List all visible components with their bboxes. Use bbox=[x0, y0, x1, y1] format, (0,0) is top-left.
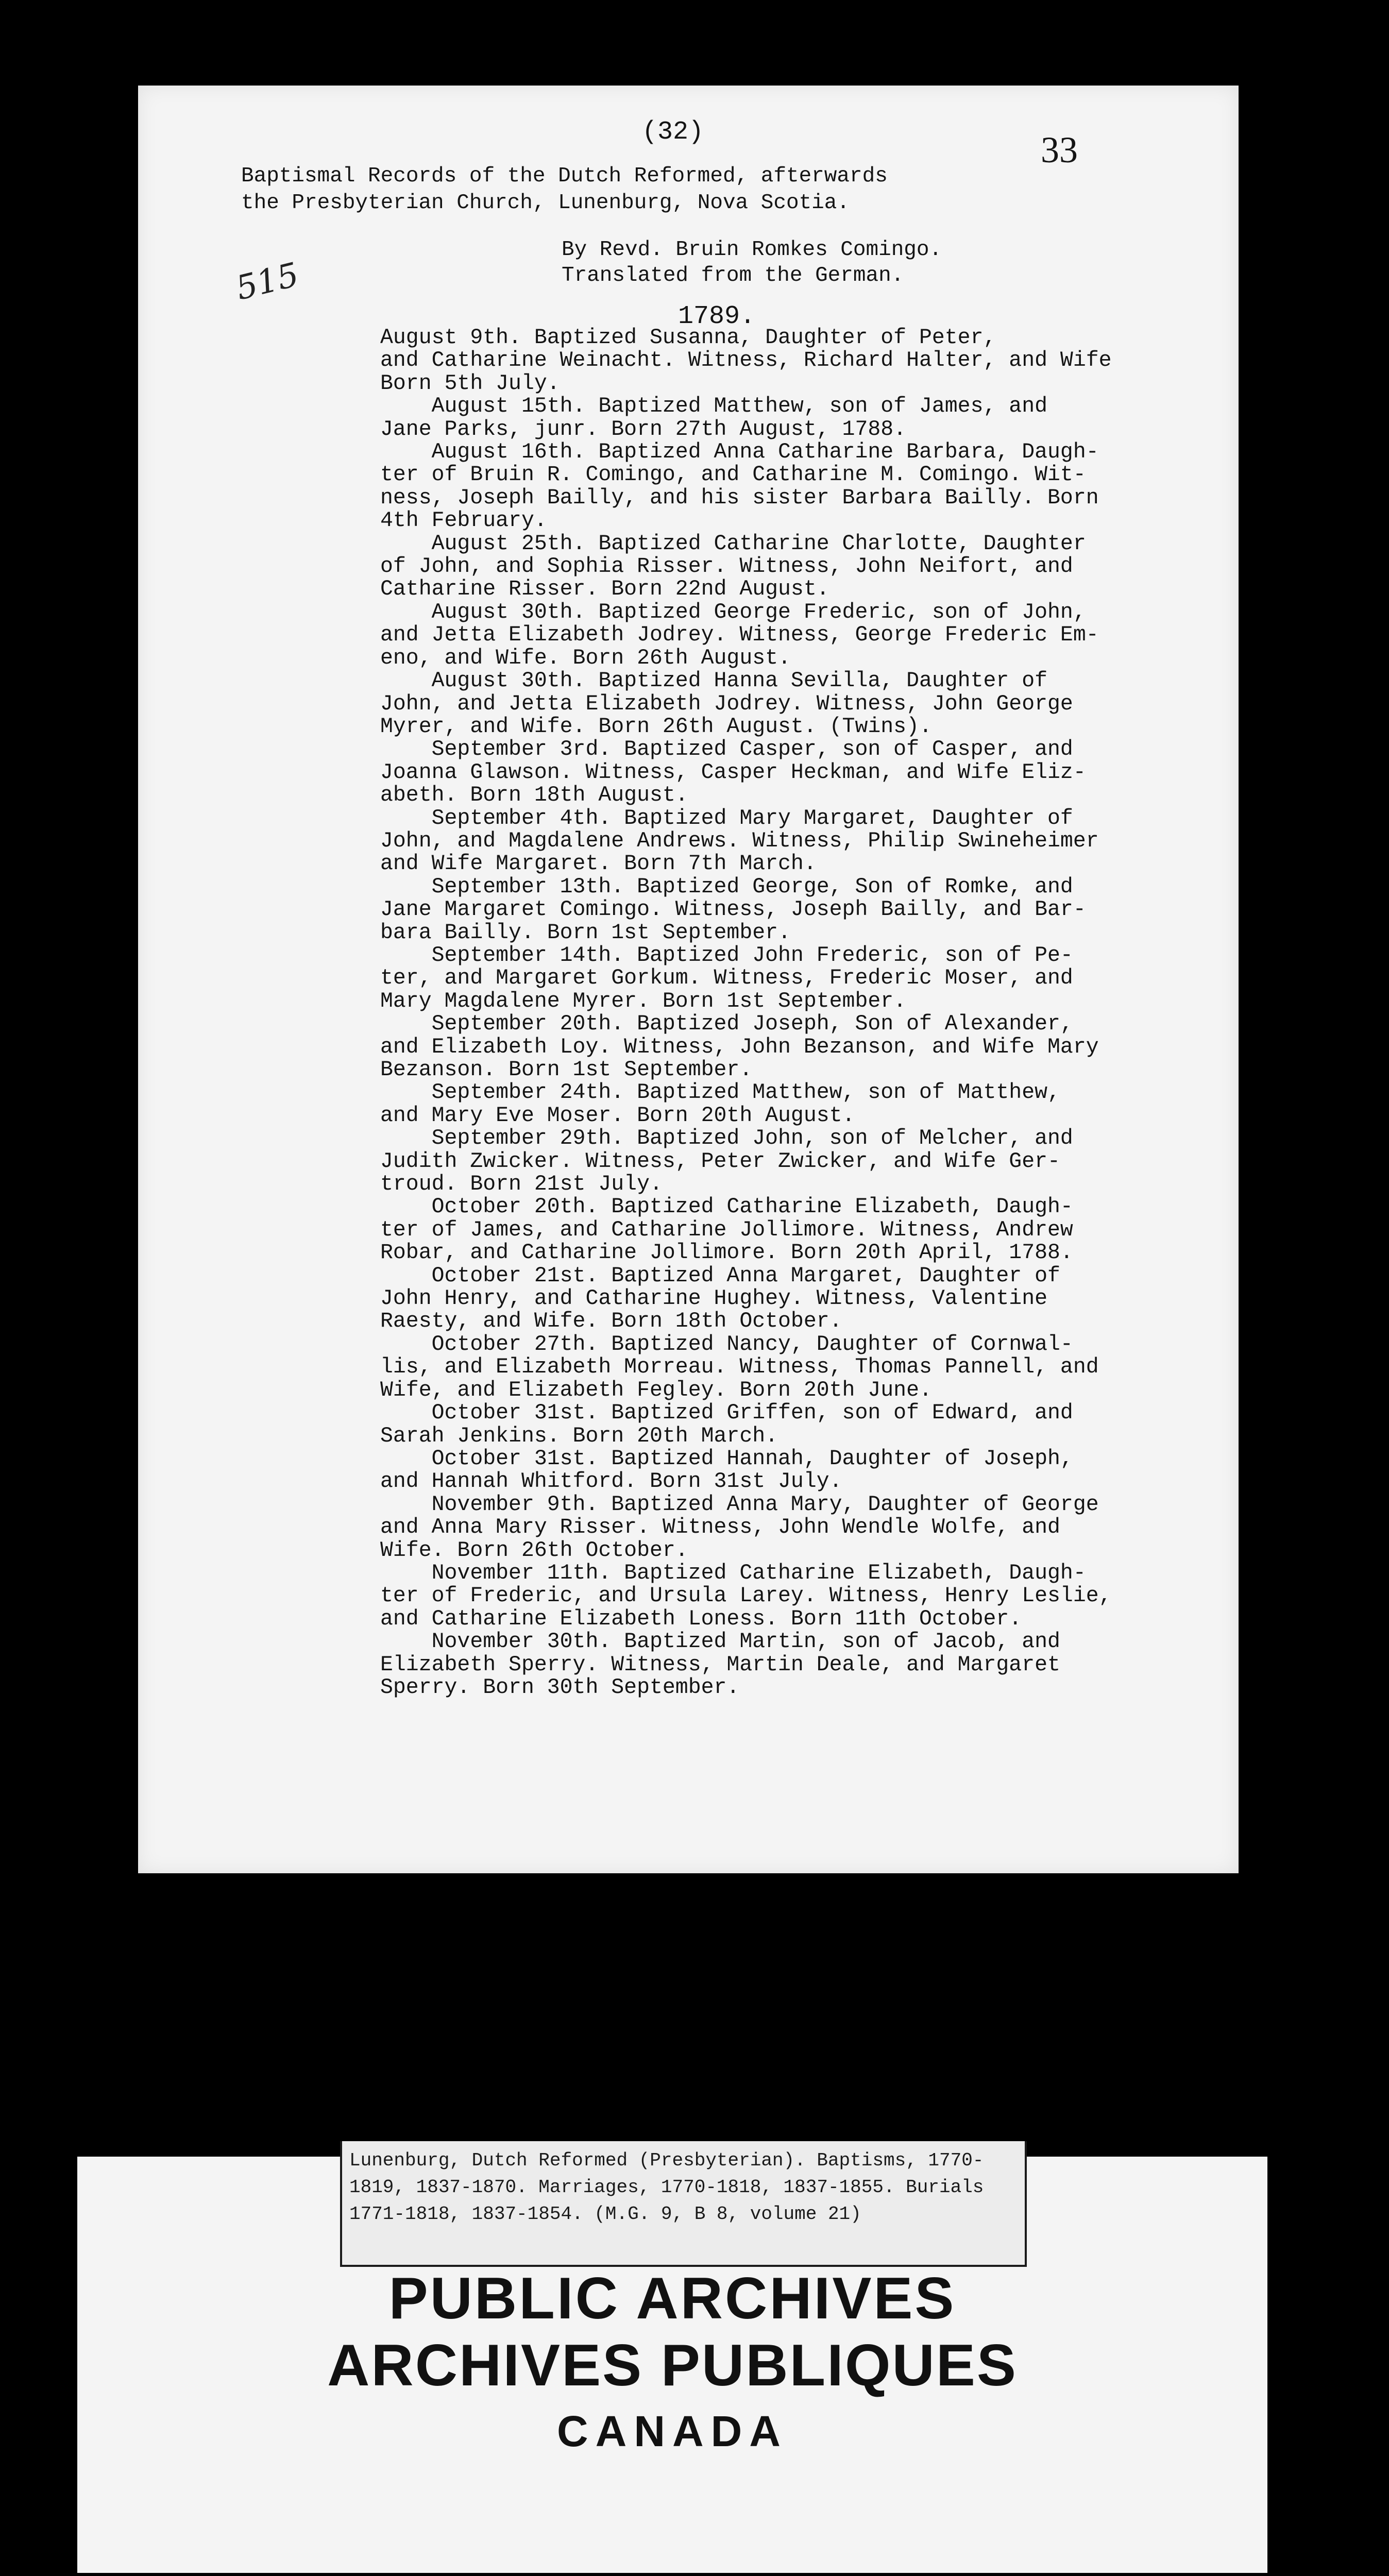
handwritten-margin-note: 515 bbox=[232, 256, 303, 308]
stamped-page-number: 33 bbox=[1041, 129, 1078, 171]
typed-page-number: (32) bbox=[642, 117, 704, 147]
archives-name-french: ARCHIVES PUBLIQUES bbox=[327, 2333, 1018, 2398]
baptism-entries: August 9th. Baptized Susanna, Daughter of Peter, and Catharine Weinacht. Witness, Richard Halter, and Wife Born 5th July. August 15th. Baptized Matthew, son of James, and Jane Parks, junr. Born 27th August, 1788. August 16th. Baptized Anna Catharine Barbara, Daugh- ter of Bruin R. Comingo, and Catharine M. Comingo. Wit- ness, Joseph Bailly, and his sister Barbara Bailly. Born 4th February. August 25th. Baptized Catharine Charlotte, Daughter of John, and Sophia Risser. Witness, John Neifort, and Catharine Risser. Born 22nd August. August 30th. Baptized George Frederic, son of John, and Jetta Elizabeth Jodrey. Witness, George Frederic Em- eno, and Wife. Born 26th August. August 30th. Baptized Hanna Sevilla, Daughter of John, and Jetta Elizabeth Jodrey. Witness, John George Myrer, and Wife. Born 26th August. (Twins). September 3rd. Baptized Casper, son of Casper, and Joanna Glawson. Witness, Casper Heckman, and Wife Eliz- abeth. Born 18th August. September 4th. Baptized Mary Margaret, Daughter of John, and Magdalene Andrews. Witness, Philip Swineheimer and Wife Margaret. Born 7th March. September 13th. Baptized George, Son of Romke, and Jane Margaret Comingo. Witness, Joseph Bailly, and Bar- bara Bailly. Born 1st September. September 14th. Baptized John Frederic, son of Pe- ter, and Margaret Gorkum. Witness, Frederic Moser, and Mary Magdalene Myrer. Born 1st September. September 20th. Baptized Joseph, Son of Alexander, and Elizabeth Loy. Witness, John Bezanson, and Wife Mary Bezanson. Born 1st September. September 24th. Baptized Matthew, son of Matthew, and Mary Eve Moser. Born 20th August. September 29th. Baptized John, son of Melcher, and Judith Zwicker. Witness, Peter Zwicker, and Wife Ger- troud. Born 21st July. October 20th. Baptized Catharine Elizabeth, Daugh- ter of James, and Catharine Jollimore. Witness, Andrew Robar, and Catharine Jollimore. Born 20th April, 1788. October 21st. Baptized Anna Margaret, Daughter of John Henry, and Catharine Hughey. Witness, Valentine Raesty, and Wife. Born 18th October. October 27th. Baptized Nancy, Daughter of Cornwal- lis, and Elizabeth Morreau. Witness, Thomas Pannell, and Wife, and Elizabeth Fegley. Born 20th June. October 31st. Baptized Griffen, son of Edward, and Sarah Jenkins. Born 20th March. October 31st. Baptized Hannah, Daughter of Joseph, and Hannah Whitford. Born 31st July. November 9th. Baptized Anna Mary, Daughter of George and Anna Mary Risser. Witness, John Wendle Wolfe, and Wife. Born 26th October. November 11th. Baptized Catharine Elizabeth, Daugh- ter of Frederic, and Ursula Larey. Witness, Henry Leslie, and Catharine Elizabeth Loness. Born 11th October. November 30th. Baptized Martin, son of Jacob, and Elizabeth Sperry. Witness, Martin Deale, and Margaret Sperry. Born 30th September. bbox=[380, 326, 1112, 1700]
archives-country: CANADA bbox=[557, 2407, 788, 2455]
document-page bbox=[138, 86, 1239, 1873]
archives-name-english: PUBLIC ARCHIVES bbox=[388, 2266, 956, 2331]
document-title: Baptismal Records of the Dutch Reformed, afterwards the Presbyterian Church, Lunenburg, Nova Scotia. bbox=[241, 164, 888, 215]
year-heading: 1789. bbox=[678, 302, 756, 331]
archives-label-card bbox=[77, 2150, 1267, 2573]
catalog-strip bbox=[340, 2141, 1027, 2267]
catalog-description: Lunenburg, Dutch Reformed (Presbyterian). Baptisms, 1770- 1819, 1837-1870. Marriages, 1770-1818, 1837-1855. Burials 1771-1818, 1837-1854. (M.G. 9, B 8, volume 21) bbox=[349, 2150, 984, 2225]
document-author: By Revd. Bruin Romkes Comingo. Translated from the German. bbox=[562, 238, 942, 287]
